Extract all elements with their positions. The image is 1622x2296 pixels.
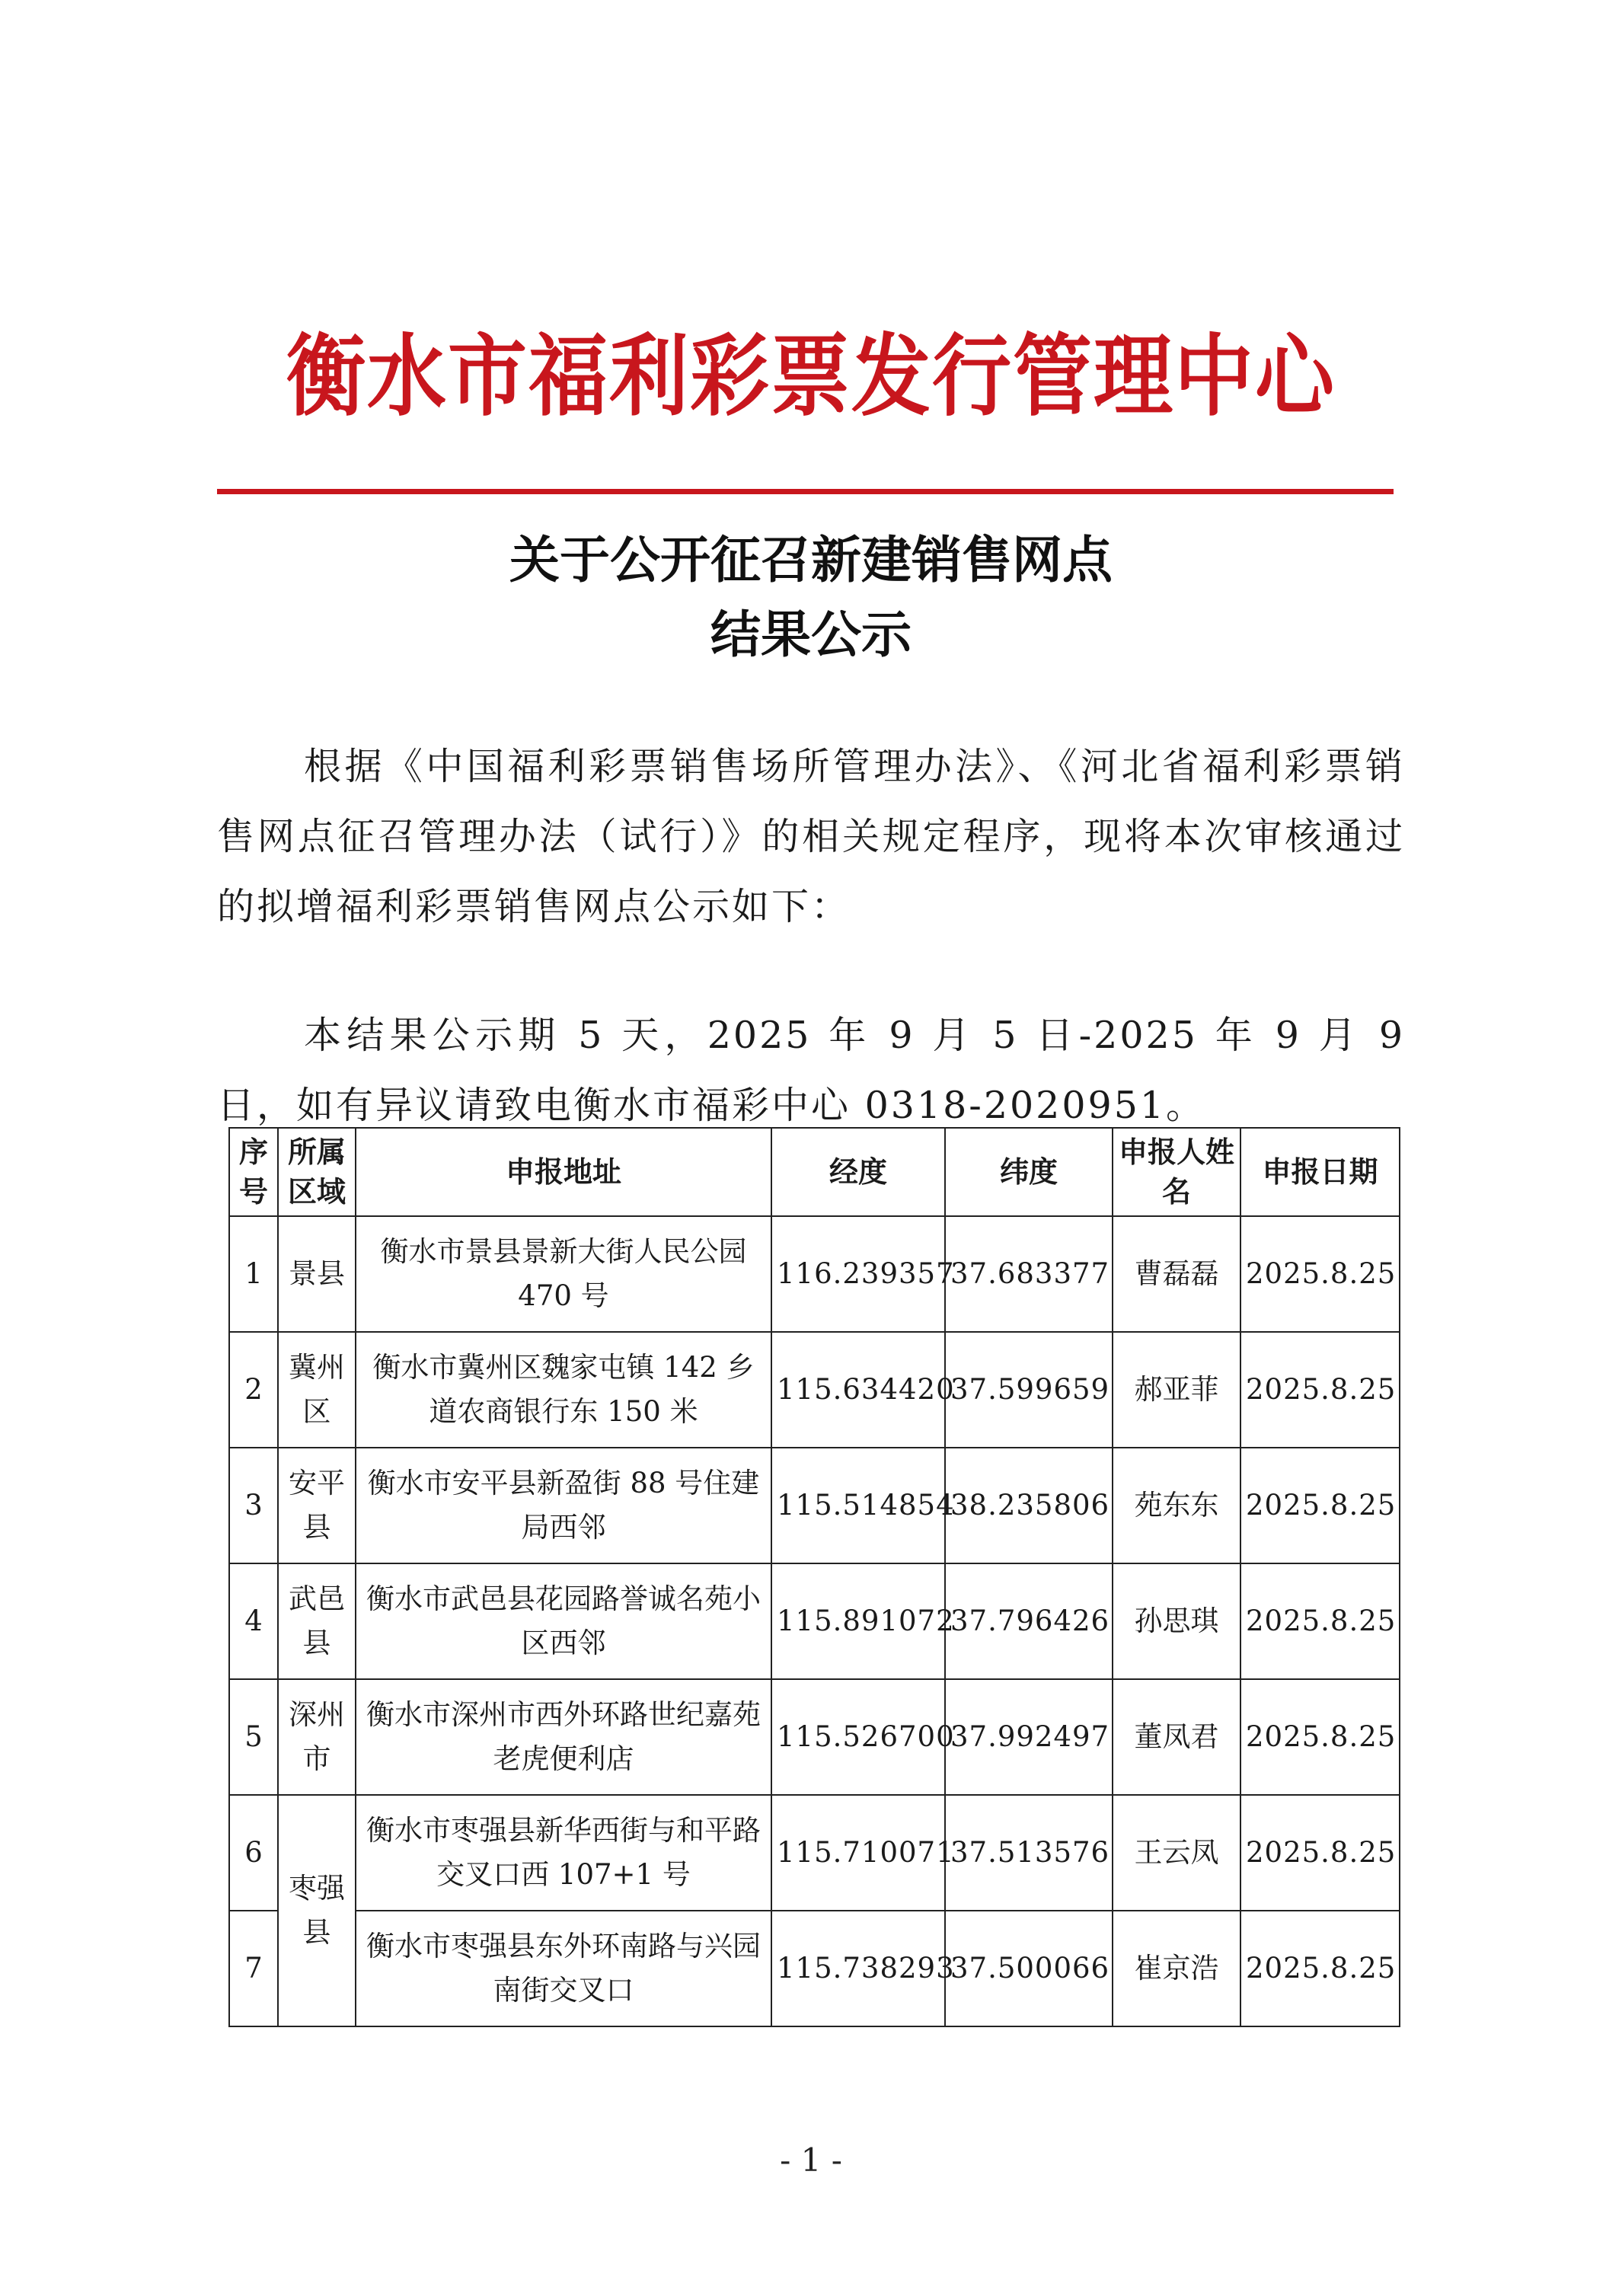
cell-longitude: 115.710071 [771,1795,945,1911]
table-row [229,1448,1400,1563]
cell-latitude: 37.683377 [945,1216,1113,1332]
cell-address: 衡水市安平县新盈街 88 号住建局西邻 [356,1448,771,1563]
header-seq: 序号 [229,1128,278,1216]
cell-address: 衡水市枣强县东外环南路与兴园南街交叉口 [356,1911,771,2026]
cell-date: 2025.8.25 [1240,1216,1400,1332]
table-row [229,1332,1400,1448]
cell-address: 衡水市冀州区魏家屯镇 142 乡道农商银行东 150 米 [356,1332,771,1448]
cell-address: 衡水市深州市西外环路世纪嘉苑老虎便利店 [356,1679,771,1795]
cell-latitude: 37.513576 [945,1795,1113,1911]
notice-period-paragraph: 本结果公示期 5 天，2025 年 9 月 5 日-2025 年 9 月 9 日，如有异议请致电衡水市福彩中心 0318-2020951。 [217,1014,1405,1127]
header-date: 申报日期 [1240,1128,1400,1216]
cell-applicant: 苑东东 [1113,1448,1240,1563]
cell-seq: 3 [229,1448,278,1563]
issuing-organization-title: 衡水市福利彩票发行管理中心 [286,324,1336,429]
cell-applicant: 王云凤 [1113,1795,1240,1911]
cell-latitude: 37.599659 [945,1332,1113,1448]
cell-applicant: 崔京浩 [1113,1911,1240,2026]
cell-region: 深州市 [278,1679,356,1795]
cell-seq: 5 [229,1679,278,1795]
cell-longitude: 116.239357 [771,1216,945,1332]
table-row [229,1795,1400,1911]
header-region: 所属区域 [278,1128,356,1216]
cell-date: 2025.8.25 [1240,1795,1400,1911]
cell-date: 2025.8.25 [1240,1448,1400,1563]
cell-longitude: 115.514854 [771,1448,945,1563]
cell-applicant: 曹磊磊 [1113,1216,1240,1332]
cell-date: 2025.8.25 [1240,1332,1400,1448]
cell-region-merged: 枣强县 [278,1795,356,2026]
table-header-row [229,1128,1400,1216]
cell-date: 2025.8.25 [1240,1911,1400,2026]
cell-date: 2025.8.25 [1240,1563,1400,1679]
document-title-line-1: 关于公开征召新建销售网点 [509,531,1113,589]
header-longitude: 经度 [771,1128,945,1216]
cell-longitude: 115.526700 [771,1679,945,1795]
intro-paragraph: 根据《中国福利彩票销售场所管理办法》、《河北省福利彩票销售网点征召管理办法（试行）》的相关规定程序，现将本次审核通过的拟增福利彩票销售网点公示如下： [217,745,1405,928]
page-number: - 1 - [780,2141,842,2179]
header-applicant: 申报人姓名 [1113,1128,1240,1216]
cell-seq: 1 [229,1216,278,1332]
cell-region: 安平县 [278,1448,356,1563]
red-divider-rule [217,489,1394,494]
table-row [229,1679,1400,1795]
cell-longitude: 115.891072 [771,1563,945,1679]
document-title-line-2: 结果公示 [710,605,912,664]
cell-seq: 4 [229,1563,278,1679]
cell-seq: 2 [229,1332,278,1448]
sales-points-table [228,1127,1400,2027]
table-row [229,1563,1400,1679]
cell-longitude: 115.738293 [771,1911,945,2026]
cell-seq: 6 [229,1795,278,1911]
header-address: 申报地址 [356,1128,771,1216]
cell-region: 冀州区 [278,1332,356,1448]
cell-address: 衡水市枣强县新华西街与和平路交叉口西 107+1 号 [356,1795,771,1911]
cell-seq: 7 [229,1911,278,2026]
cell-date: 2025.8.25 [1240,1679,1400,1795]
cell-applicant: 董凤君 [1113,1679,1240,1795]
cell-applicant: 孙思琪 [1113,1563,1240,1679]
cell-address: 衡水市景县景新大街人民公园 470 号 [356,1216,771,1332]
cell-latitude: 37.796426 [945,1563,1113,1679]
cell-latitude: 37.992497 [945,1679,1113,1795]
cell-address: 衡水市武邑县花园路誉诚名苑小区西邻 [356,1563,771,1679]
cell-region: 景县 [278,1216,356,1332]
cell-latitude: 37.500066 [945,1911,1113,2026]
cell-latitude: 38.235806 [945,1448,1113,1563]
header-latitude: 纬度 [945,1128,1113,1216]
cell-applicant: 郝亚菲 [1113,1332,1240,1448]
cell-longitude: 115.634420 [771,1332,945,1448]
table-row [229,1911,1400,2026]
cell-region: 武邑县 [278,1563,356,1679]
table-row [229,1216,1400,1332]
